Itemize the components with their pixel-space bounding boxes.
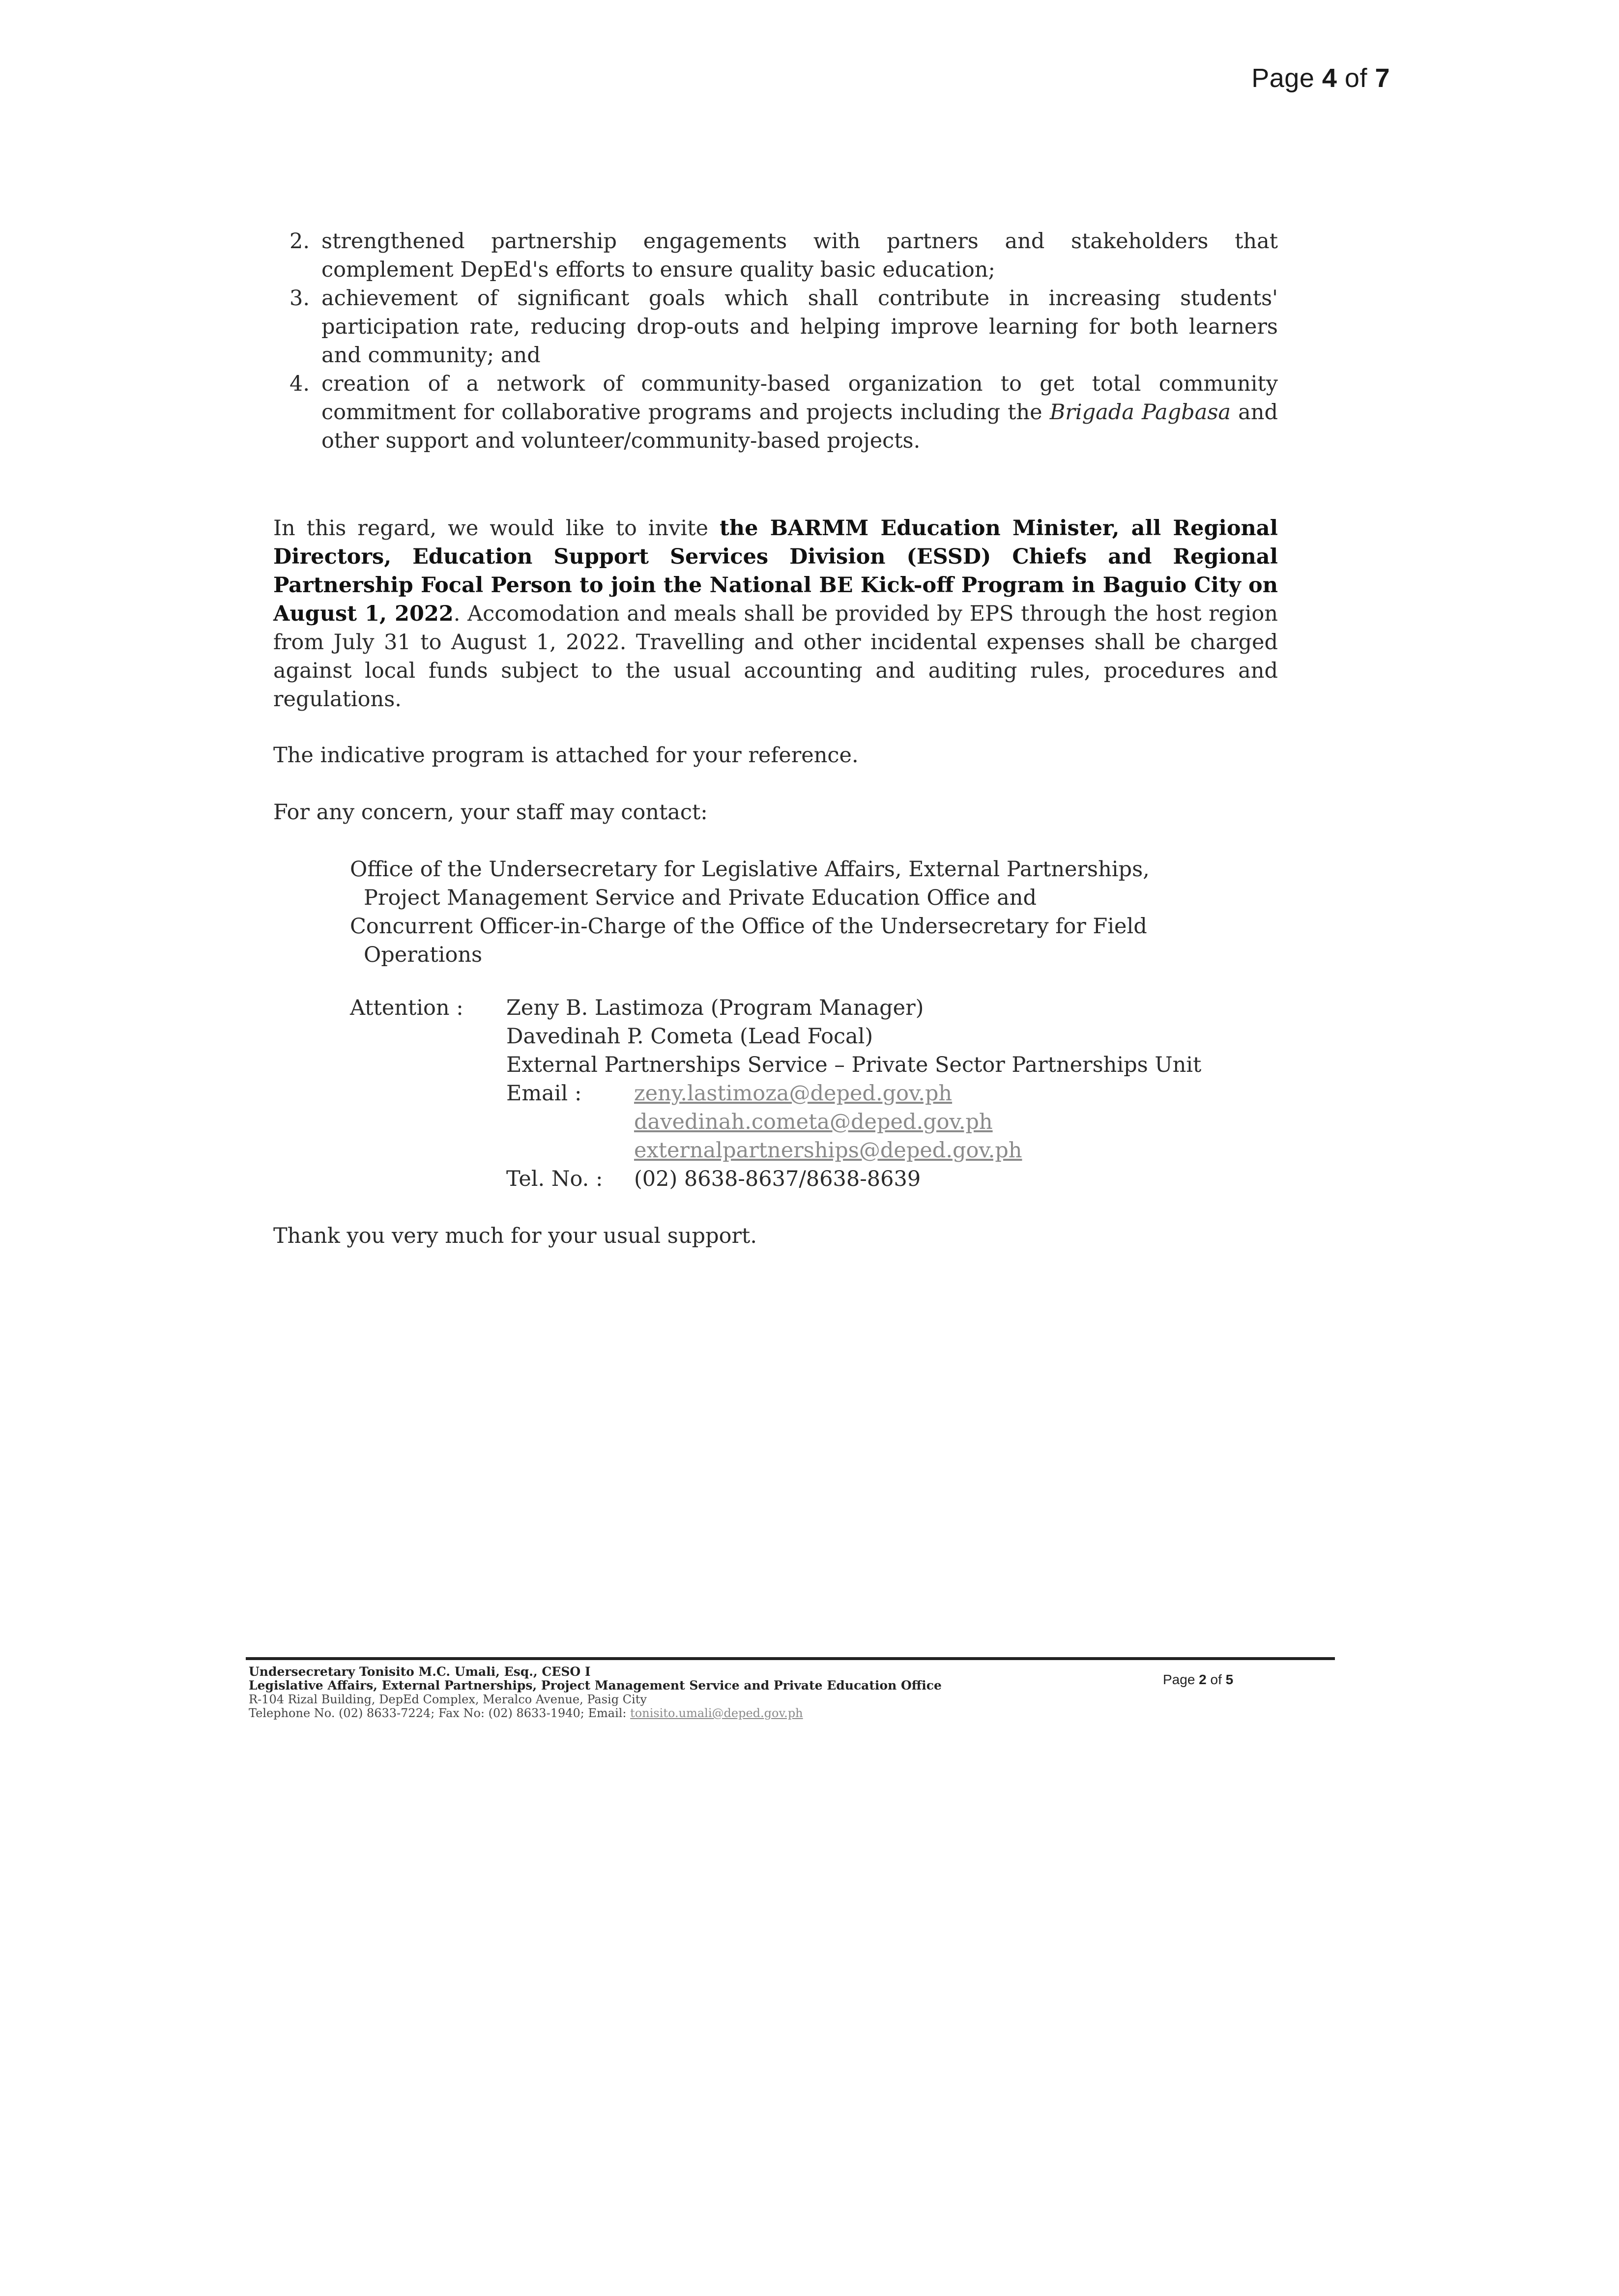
invite-paragraph: In this regard, we would like to invite the BARMM Education Minister, all Regional Directors, Education Support Services Division (ESSD) Chiefs and Regional Partnership Focal Person to join the National BE Kick-off Program in Baguio City on August 1, 2022. Accomodation and meals shall be provided by EPS through the host region from July 31 to August 1, 2022. Travelling and other incidental expenses shall be charged against local funds subject to the usual accounting and auditing rules, procedures and regulations. bbox=[273, 516, 1278, 712]
footer-email-link[interactable]: tonisito.umali@deped.gov.ph bbox=[630, 1706, 803, 1720]
closing: Thank you very much for your usual support. bbox=[273, 1224, 757, 1248]
contact-unit: External Partnerships Service – Private Sector Partnerships Unit bbox=[506, 1053, 1202, 1077]
email-link[interactable]: zeny.lastimoza@deped.gov.ph bbox=[634, 1081, 953, 1106]
footer-office: Legislative Affairs, External Partnerships, Project Management Service and Private Education Office bbox=[249, 1678, 942, 1693]
footer-contact: Telephone No. (02) 8633-7224; Fax No: (02) 8633-1940; Email: tonisito.umali@deped.gov.ph bbox=[249, 1706, 803, 1720]
tel-value: (02) 8638-8637/8638-8639 bbox=[634, 1167, 921, 1191]
footer-divider bbox=[246, 1657, 1335, 1660]
list-item: 4. creation of a network of community-based organization to get total community commitment for collaborative programs and projects including the Brigada Pagbasa and other support and volunteer/community-based projects. bbox=[289, 372, 1278, 453]
program-note: The indicative program is attached for your reference. bbox=[273, 743, 859, 768]
contact-name: Zeny B. Lastimoza (Program Manager) bbox=[506, 996, 924, 1020]
page-number: Page 4 of 7 bbox=[1251, 63, 1390, 93]
footer bbox=[249, 1665, 1335, 1720]
email-label: Email : bbox=[506, 1081, 582, 1106]
contact-name: Davedinah P. Cometa (Lead Focal) bbox=[506, 1024, 873, 1049]
contact-intro: For any concern, your staff may contact: bbox=[273, 800, 708, 825]
tel-label: Tel. No. : bbox=[506, 1167, 603, 1191]
attention-label: Attention : bbox=[350, 996, 463, 1020]
footer-address: R-104 Rizal Building, DepEd Complex, Meralco Avenue, Pasig City bbox=[249, 1693, 647, 1706]
footer-page-number: Page 2 of 5 bbox=[1163, 1672, 1234, 1687]
email-link[interactable]: externalpartnerships@deped.gov.ph bbox=[634, 1138, 1022, 1163]
office-block: Office of the Undersecretary for Legislative Affairs, External Partnerships, Project Management Service and Private Education Office and Concurrent Officer-in-Charge of the Office of the Undersecretary for Field Operations bbox=[350, 857, 1150, 967]
tel-row bbox=[506, 1165, 1293, 1193]
email-link[interactable]: davedinah.cometa@deped.gov.ph bbox=[634, 1110, 993, 1134]
footer-signatory: Undersecretary Tonisito M.C. Umali, Esq., CESO I bbox=[249, 1665, 591, 1679]
email-row bbox=[506, 1079, 1293, 1165]
list-item: 2. strengthened partnership engagements with partners and stakeholders that complement DepEd's efforts to ensure quality basic education; bbox=[289, 229, 1278, 282]
objectives-list bbox=[273, 227, 1278, 455]
list-item: 3. achievement of significant goals which shall contribute in increasing students' participation rate, reducing drop-outs and helping improve learning for both learners and community; and bbox=[289, 286, 1278, 368]
